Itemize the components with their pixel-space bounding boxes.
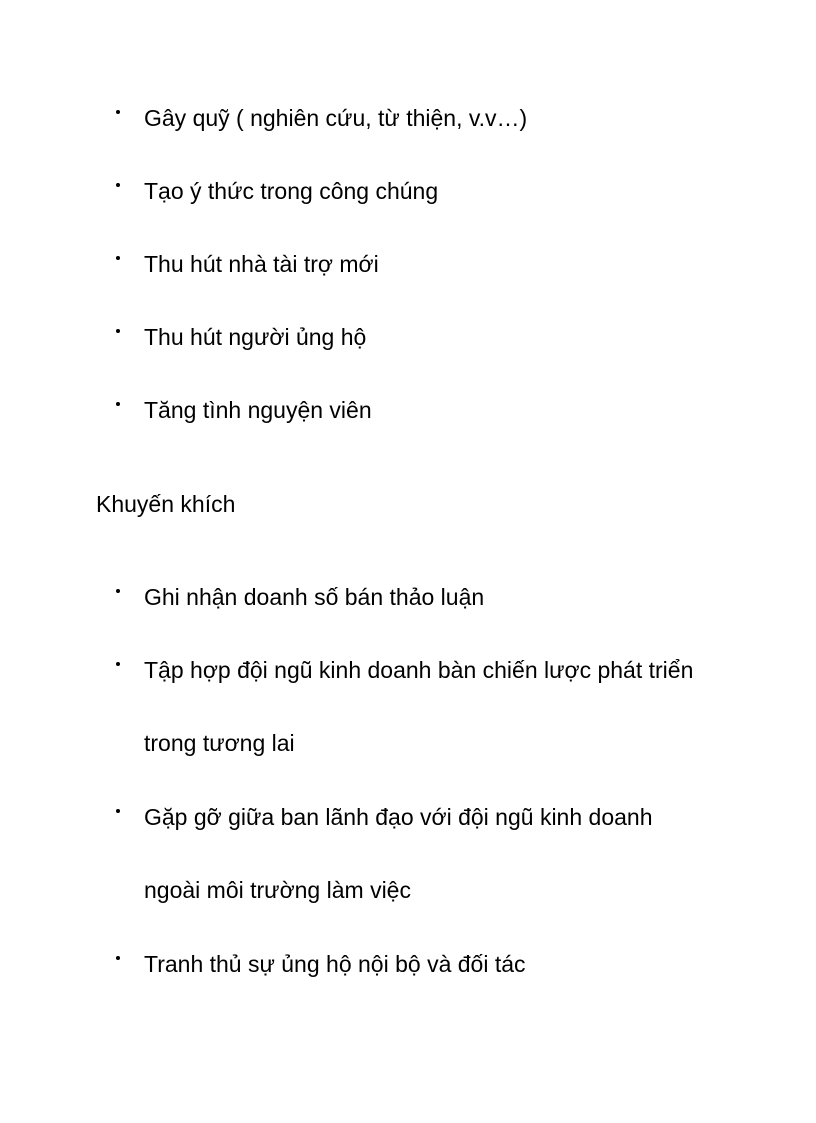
list-item bbox=[0, 171, 816, 244]
list-item-text: Thu hút nhà tài trợ mới bbox=[144, 251, 379, 277]
incentive-list bbox=[0, 577, 816, 1017]
list-item bbox=[0, 98, 816, 171]
bullet-icon bbox=[116, 589, 120, 593]
bullet-icon bbox=[116, 110, 120, 114]
list-item bbox=[0, 390, 816, 463]
bullet-icon bbox=[116, 183, 120, 187]
list-item-text: Tranh thủ sự ủng hộ nội bộ và đối tác bbox=[144, 951, 526, 977]
bullet-icon bbox=[116, 402, 120, 406]
list-item-text: Tập hợp đội ngũ kinh doanh bàn chiến lược phát triển bbox=[144, 657, 694, 683]
list-item bbox=[0, 797, 816, 944]
list-item bbox=[0, 650, 816, 797]
list-item-text-continued: trong tương lai bbox=[144, 730, 295, 756]
list-item-text-continued: ngoài môi trường làm việc bbox=[144, 877, 411, 903]
list-item-text: Tạo ý thức trong công chúng bbox=[144, 178, 439, 204]
bullet-icon bbox=[116, 662, 120, 666]
list-item-text: Gặp gỡ giữa ban lãnh đạo với đội ngũ kinh doanh bbox=[144, 804, 653, 830]
bullet-icon bbox=[116, 809, 120, 813]
section-heading: Khuyến khích bbox=[96, 491, 236, 517]
bullet-icon bbox=[116, 329, 120, 333]
list-item bbox=[0, 577, 816, 650]
bullet-icon bbox=[116, 256, 120, 260]
list-item bbox=[0, 317, 816, 390]
list-item-text: Ghi nhận doanh số bán thảo luận bbox=[144, 584, 485, 610]
list-item-text: Thu hút người ủng hộ bbox=[144, 324, 367, 350]
list-item bbox=[0, 944, 816, 1017]
list-item-text: Gây quỹ ( nghiên cứu, từ thiện, v.v…) bbox=[144, 105, 528, 131]
list-item-text: Tăng tình nguyện viên bbox=[144, 397, 372, 423]
bullet-icon bbox=[116, 956, 120, 960]
purpose-list bbox=[0, 98, 816, 463]
list-item bbox=[0, 244, 816, 317]
